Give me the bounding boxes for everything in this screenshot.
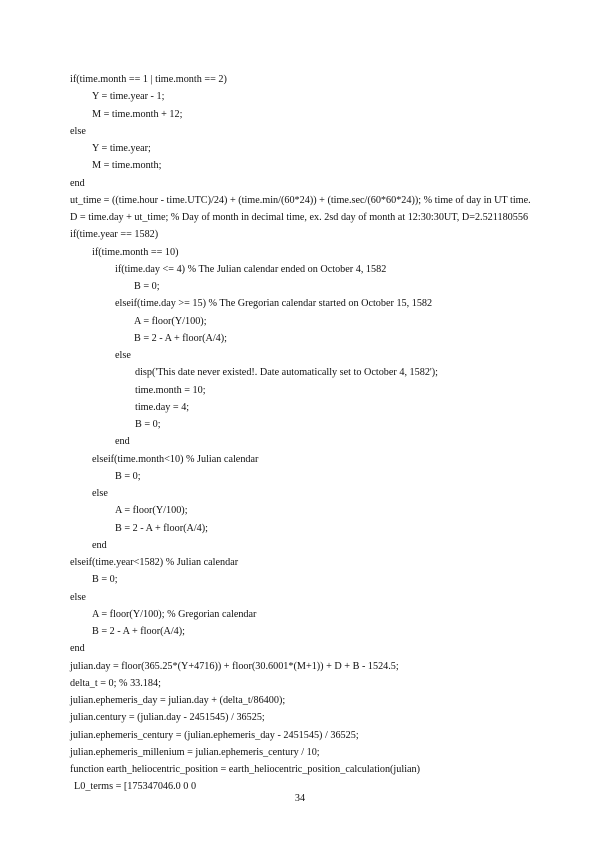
code-line: julian.day = floor(365.25*(Y+4716)) + floor(30.6001*(M+1)) + D + B - 1524.5; <box>70 660 399 672</box>
code-line: if(time.day <= 4) % The Julian calendar ended on October 4, 1582 <box>115 263 387 275</box>
code-line: julian.ephemeris_century = (julian.ephemeris_day - 2451545) / 36525; <box>70 729 359 741</box>
code-line: M = time.month + 12; <box>92 108 183 120</box>
code-line: B = 0; <box>134 281 160 292</box>
code-line: A = floor(Y/100); <box>134 315 207 327</box>
code-line: end <box>115 436 130 448</box>
code-line: time.month = 10; <box>135 384 206 396</box>
code-line: disp('This date never existed!. Date automatically set to October 4, 1582'); <box>135 367 438 379</box>
code-listing <box>70 71 532 796</box>
code-line: B = 2 - A + floor(A/4); <box>134 332 227 344</box>
code-line: else <box>70 125 86 137</box>
code-line: Y = time.year; <box>92 143 151 154</box>
code-line: M = time.month; <box>92 160 162 172</box>
code-line: else <box>70 591 86 603</box>
code-line: time.day = 4; <box>135 401 190 413</box>
page-number: 34 <box>294 793 306 804</box>
code-line: elseif(time.year<1582) % Julian calendar <box>70 557 239 568</box>
code-line: if(time.month == 10) <box>92 246 179 258</box>
code-line: function earth_heliocentric_position = earth_heliocentric_position_calculation(julian) <box>70 764 421 775</box>
code-line: B = 2 - A + floor(A/4); <box>115 522 208 534</box>
code-line: else <box>115 350 131 361</box>
code-line: B = 0; <box>115 470 141 482</box>
code-line: if(time.month == 1 | time.month == 2) <box>70 74 227 85</box>
code-line: end <box>92 539 107 551</box>
code-line: if(time.year == 1582) <box>70 229 159 241</box>
code-line: julian.ephemeris_millenium = julian.ephemeris_century / 10; <box>70 746 320 758</box>
code-line: Y = time.year - 1; <box>92 91 165 103</box>
code-line: elseif(time.month<10) % Julian calendar <box>92 453 259 465</box>
code-line: B = 2 - A + floor(A/4); <box>92 626 185 637</box>
code-line: A = floor(Y/100); <box>115 505 188 517</box>
code-line: julian.ephemeris_day = julian.day + (delta_t/86400); <box>70 695 286 706</box>
code-line: L0_terms = [175347046.0 0 0 <box>74 781 197 793</box>
code-line: D = time.day + ut_time; % Day of month in decimal time, ex. 2sd day of month at 12:30:30UT, D=2.521180556 <box>70 212 529 223</box>
code-line: julian.century = (julian.day - 2451545) / 36525; <box>70 712 265 724</box>
code-line: end <box>70 643 85 655</box>
code-line: B = 0; <box>135 419 161 430</box>
code-line: A = floor(Y/100); % Gregorian calendar <box>92 608 257 620</box>
code-line: B = 0; <box>92 574 118 586</box>
code-line: ut_time = ((time.hour - time.UTC)/24) + (time.min/(60*24)) + (time.sec/(60*60*24)); % time of day in UT time. <box>70 194 531 206</box>
code-line: else <box>92 488 108 499</box>
code-line: delta_t = 0; % 33.184; <box>70 677 161 689</box>
code-line: elseif(time.day >= 15) % The Gregorian calendar started on October 15, 1582 <box>115 298 433 310</box>
code-line: end <box>70 177 85 189</box>
